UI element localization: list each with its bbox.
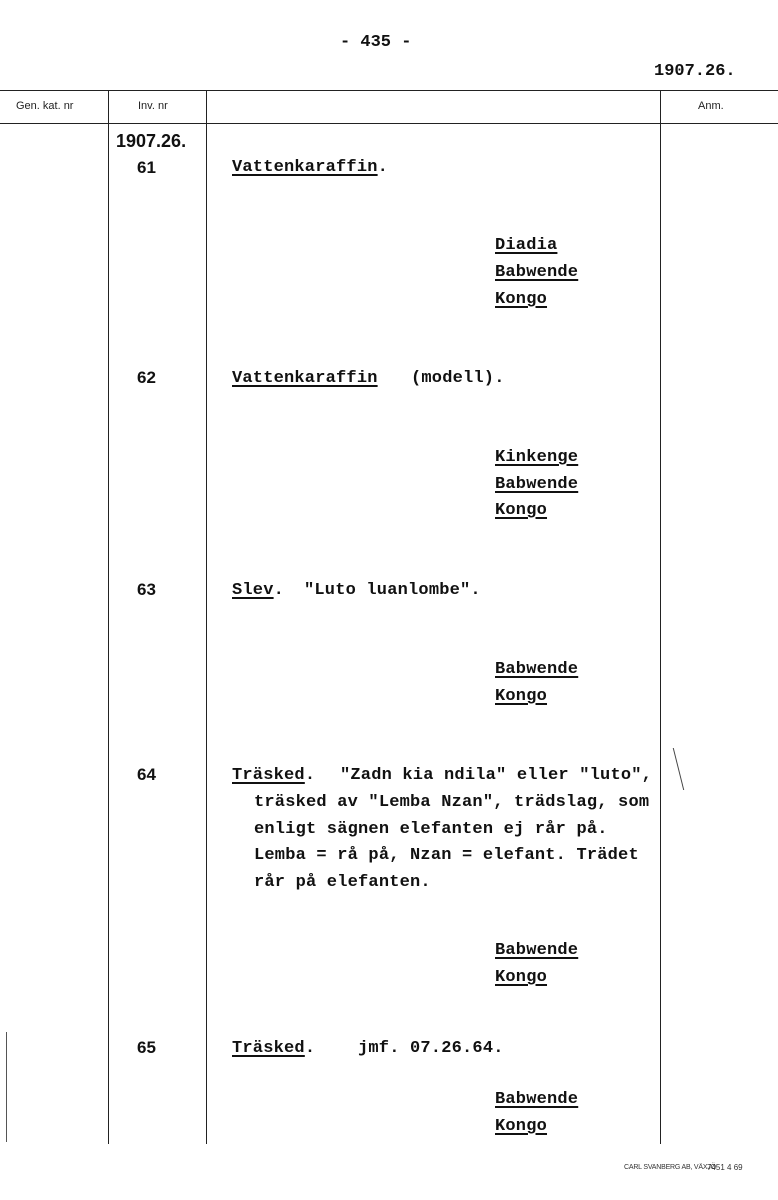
entry-title-line [232,766,315,785]
series-id: 1907.26. [116,131,187,151]
column-header-gen-kat-nr: Gen. kat. nr [16,100,74,112]
entry-title-punct: . [304,1039,316,1058]
place: Kinkenge [495,448,579,467]
entry-title: Vattenkaraffin [232,158,378,177]
description-line: träsked av "Lemba Nzan", trädslag, som [254,793,650,812]
place: Babwende [495,475,579,494]
place: Kongo [495,290,548,309]
description-line: enligt sägnen elefanten ej rår på. [254,820,608,839]
place: Diadia [495,236,558,255]
place: Babwende [495,941,579,960]
entry-title-line [232,158,388,177]
entry-number: 64 [137,765,156,784]
entry-number: 65 [137,1038,156,1057]
entry-text: (modell). [411,369,505,388]
catalog-number-header: 1907.26. [654,62,736,81]
entry-title: Träsked [232,766,305,785]
place: Kongo [495,501,548,520]
entry-title-punct: . [273,581,285,600]
page-number: - 435 - [340,33,412,52]
place: Kongo [495,968,548,987]
place: Babwende [495,1090,579,1109]
entry-title-punct: . [304,766,316,785]
header-bottom-rule [0,123,778,124]
entry-number: 63 [137,580,156,599]
column-header-inv-nr: Inv. nr [138,100,168,112]
entry-title-line [232,369,378,388]
description-line: Lemba = rå på, Nzan = elefant. Trädet [254,846,639,865]
column-divider-1 [108,90,109,1144]
description-line: rår på elefanten. [254,873,431,892]
place: Babwende [495,660,579,679]
entry-title: Slev [232,581,274,600]
entry-number: 62 [137,368,156,387]
column-divider-3 [660,90,661,1144]
footer-code: 7451 4 69 [707,1163,743,1172]
entry-title: Träsked [232,1039,305,1058]
header-top-rule [0,90,778,91]
entry-title: Vattenkaraffin [232,369,378,388]
margin-bracket-mark [673,748,698,790]
column-header-anm: Anm. [698,100,724,112]
margin-mark [6,1032,7,1142]
footer-printer: CARL SVANBERG AB, VÄXJÖ [624,1164,716,1171]
entry-title-line [232,581,284,600]
entry-text: "Luto luanlombe". [304,581,481,600]
place: Kongo [495,1117,548,1136]
entry-title-punct: . [377,158,389,177]
column-divider-2 [206,90,207,1144]
entry-text: jmf. 07.26.64. [358,1039,504,1058]
entry-number: 61 [137,158,156,177]
entry-title-line [232,1039,315,1058]
place: Kongo [495,687,548,706]
entry-text: "Zadn kia ndila" eller "luto", [340,766,653,785]
place: Babwende [495,263,579,282]
